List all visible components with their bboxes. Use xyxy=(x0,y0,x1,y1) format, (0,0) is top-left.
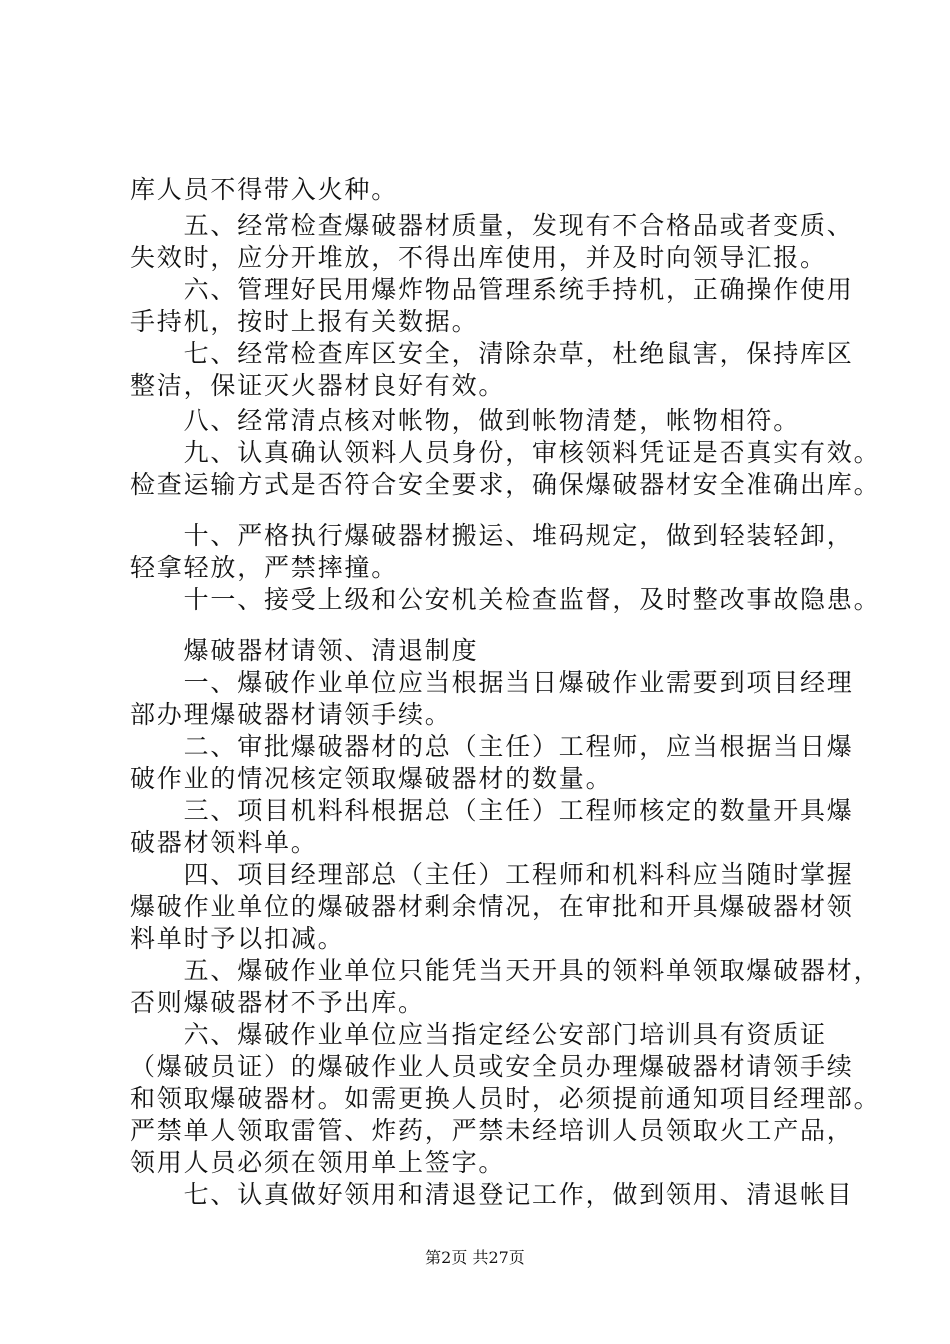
text-line: 三、项目机料科根据总（主任）工程师核定的数量开具爆 xyxy=(130,796,854,825)
text-line: 部办理爆破器材请领手续。 xyxy=(130,700,452,729)
text-line: 料单时予以扣减。 xyxy=(130,924,345,953)
text-line: 轻拿轻放，严禁摔撞。 xyxy=(130,553,399,582)
text-line: 失效时，应分开堆放，不得出库使用，并及时向领导汇报。 xyxy=(130,243,827,272)
text-line: 四、项目经理部总（主任）工程师和机料科应当随时掌握 xyxy=(130,860,854,889)
text-line: 领用人员必须在领用单上签字。 xyxy=(130,1148,506,1177)
text-line: 严禁单人领取雷管、炸药，严禁未经培训人员领取火工产品， xyxy=(130,1116,854,1145)
text-line: 五、经常检查爆破器材质量，发现有不合格品或者变质、 xyxy=(130,211,854,240)
text-line: 整洁，保证灭火器材良好有效。 xyxy=(130,371,506,400)
text-line: 七、经常检查库区安全，清除杂草，杜绝鼠害，保持库区 xyxy=(130,339,854,368)
text-line: 否则爆破器材不予出库。 xyxy=(130,988,425,1017)
text-line: 检查运输方式是否符合安全要求，确保爆破器材安全准确出库。 xyxy=(130,470,881,499)
text-line: 和领取爆破器材。如需更换人员时，必须提前通知项目经理部。 xyxy=(130,1084,881,1113)
text-line: 爆破作业单位的爆破器材剩余情况，在审批和开具爆破器材领 xyxy=(130,892,854,921)
text-line: 七、认真做好领用和清退登记工作，做到领用、清退帐目 xyxy=(130,1180,854,1209)
text-line: 一、爆破作业单位应当根据当日爆破作业需要到项目经理 xyxy=(130,668,854,697)
text-line: 库人员不得带入火种。 xyxy=(130,175,399,204)
text-line: 二、审批爆破器材的总（主任）工程师，应当根据当日爆 xyxy=(130,732,854,761)
text-line: 十、严格执行爆破器材搬运、堆码规定，做到轻装轻卸， xyxy=(130,521,854,550)
text-line: 破作业的情况核定领取爆破器材的数量。 xyxy=(130,764,613,793)
text-line: 九、认真确认领料人员身份，审核领料凭证是否真实有效。 xyxy=(130,438,881,467)
section-heading: 爆破器材请领、清退制度 xyxy=(130,636,479,665)
text-line: 手持机，按时上报有关数据。 xyxy=(130,307,479,336)
text-line: 破器材领料单。 xyxy=(130,828,318,857)
text-line: 六、管理好民用爆炸物品管理系统手持机，正确操作使用 xyxy=(130,275,854,304)
text-line: 八、经常清点核对帐物，做到帐物清楚，帐物相符。 xyxy=(130,406,801,435)
text-line: 十一、接受上级和公安机关检查监督，及时整改事故隐患。 xyxy=(130,585,881,614)
text-line: （爆破员证）的爆破作业人员或安全员办理爆破器材请领手续 xyxy=(130,1052,854,1081)
page-number-footer: 第2页 共27页 xyxy=(425,1248,525,1267)
text-line: 六、爆破作业单位应当指定经公安部门培训具有资质证 xyxy=(130,1020,827,1049)
text-line: 五、爆破作业单位只能凭当天开具的领料单领取爆破器材， xyxy=(130,956,881,985)
